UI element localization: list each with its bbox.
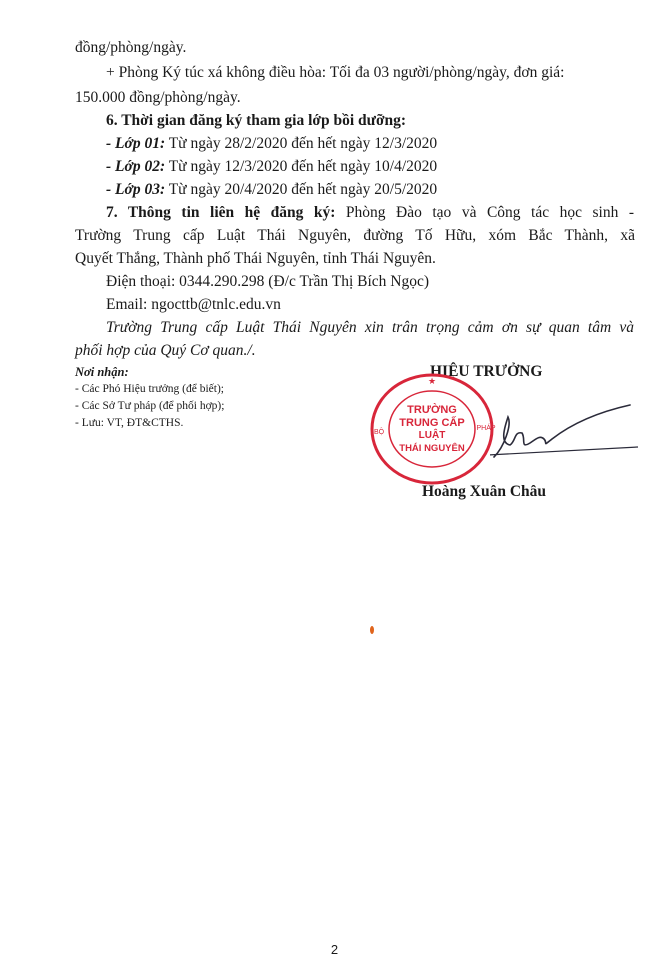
closing-line: Trường Trung cấp Luật Thái Nguyên xin trân trọng cảm ơn sự quan tâm và [106, 319, 634, 336]
page-number: 2 [330, 942, 339, 957]
class-item [106, 180, 666, 200]
recipients-title: Nơi nhận: [75, 365, 129, 379]
section-7-text: Phòng Đào tạo và Công tác học sinh - [335, 204, 634, 221]
text-line: đồng/phòng/ngày. [75, 39, 187, 56]
text-line: + Phòng Ký túc xá không điều hòa: Tối đa 03 người/phòng/ngày, đơn giá: [106, 64, 565, 81]
section-7-line [106, 203, 634, 223]
stamp-star: ★ [427, 376, 437, 386]
stamp-ring-text: BỘ [373, 429, 385, 436]
class-dates: Từ ngày 12/3/2020 đến hết ngày 10/4/2020 [165, 158, 438, 175]
recipient-item: - Các Sở Tư pháp (để phối hợp); [75, 400, 225, 412]
class-item [106, 157, 666, 177]
class-dates: Từ ngày 20/4/2020 đến hết ngày 20/5/2020 [165, 181, 438, 198]
section-6-heading: 6. Thời gian đăng ký tham gia lớp bồi dưỡng: [106, 112, 407, 129]
class-label: - Lớp 02: [106, 158, 166, 175]
recipient-item: - Lưu: VT, ĐT&CTHS. [75, 417, 184, 429]
text-line: Trường Trung cấp Luật Thái Nguyên, đường Tố Hữu, xóm Bắc Thành, xã [75, 227, 635, 244]
class-item [106, 134, 666, 154]
email-line: Email: ngocttb@tnlc.edu.vn [106, 296, 281, 313]
phone-line: Điện thoại: 0344.290.298 (Đ/c Trần Thị Bích Ngọc) [106, 273, 430, 290]
signer-title: HIỆU TRƯỞNG [430, 363, 543, 380]
closing-line: phối hợp của Quý Cơ quan./. [75, 342, 256, 359]
ink-mark [369, 625, 375, 635]
class-label: - Lớp 01: [106, 135, 166, 152]
official-stamp [368, 370, 496, 488]
stamp-ring-text: PHÁP [476, 425, 496, 432]
signer-name: Hoàng Xuân Châu [422, 483, 547, 500]
recipient-item: - Các Phó Hiệu trưởng (để biết); [75, 383, 225, 395]
class-label: - Lớp 03: [106, 181, 166, 198]
text-line: 150.000 đồng/phòng/ngày. [75, 89, 241, 106]
class-dates: Từ ngày 28/2/2020 đến hết ngày 12/3/2020 [165, 135, 438, 152]
stamp-text: TRƯỜNG [407, 404, 457, 416]
handwritten-signature [490, 395, 640, 465]
stamp-text: LUẬT [418, 430, 446, 441]
text-line: Quyết Thắng, Thành phố Thái Nguyên, tỉnh Thái Nguyên. [75, 250, 436, 267]
section-7-heading: 7. Thông tin liên hệ đăng ký: [106, 204, 336, 221]
stamp-text: TRUNG CẤP [399, 417, 465, 429]
stamp-text: THÁI NGUYÊN [399, 443, 465, 454]
